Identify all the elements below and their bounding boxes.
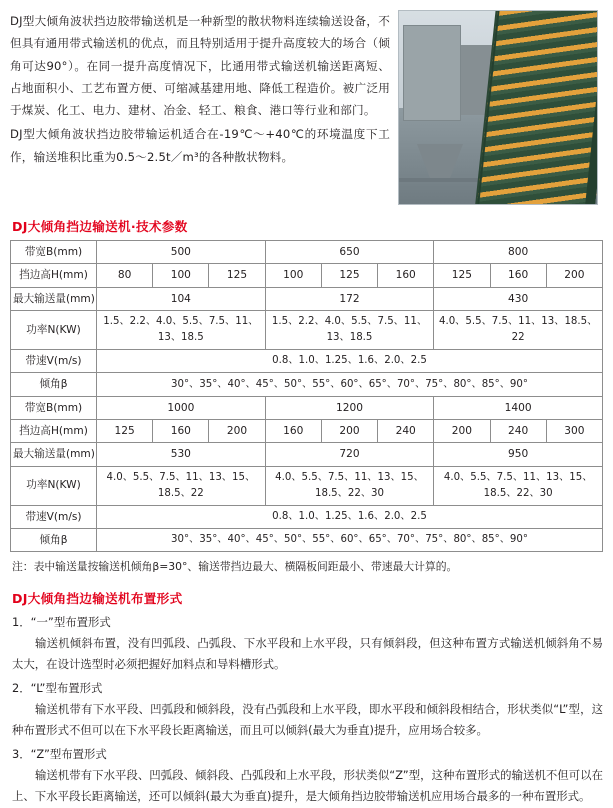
table-cell: 4.0、5.5、7.5、11、13、15、18.5、22、30 [434, 466, 603, 505]
table-cell: 800 [434, 241, 603, 264]
table-cell: 4.0、5.5、7.5、11、13、18.5、22 [434, 311, 603, 350]
row-header: 倾角β [11, 373, 97, 396]
table-row [11, 505, 603, 528]
table-cell: 430 [434, 287, 603, 310]
table-cell: 200 [321, 420, 377, 443]
spec-section-title: DJ大倾角挡边输送机·技术参数 [12, 219, 188, 234]
table-cell: 104 [97, 287, 266, 310]
layout-item-body: 输送机带有下水平段、凹弧段和倾斜段，没有凸弧段和上水平段，即水平段和倾斜段相结合，形状类似“L”型，这种布置形式不但可以在下水平段长距离输送，而且可以倾斜(最大为垂直)提升，应用场合较多。 [12, 702, 603, 738]
list-item [12, 612, 603, 675]
table-cell: 200 [546, 264, 602, 287]
table-cell: 1.5、2.2、4.0、5.5、7.5、11、13、18.5 [265, 311, 434, 350]
intro-block [10, 10, 603, 205]
table-cell: 530 [97, 443, 266, 466]
table-cell: 200 [434, 420, 490, 443]
table-row [11, 443, 603, 466]
table-cell: 172 [265, 287, 434, 310]
table-cell: 4.0、5.5、7.5、11、13、15、18.5、22 [97, 466, 266, 505]
photo-building [403, 25, 461, 121]
table-cell: 1400 [434, 396, 603, 419]
table-cell: 200 [209, 420, 265, 443]
table-cell: 1000 [97, 396, 266, 419]
row-header: 倾角β [11, 528, 97, 551]
table-cell: 125 [209, 264, 265, 287]
layout-item-title: 3．“Z”型布置形式 [12, 747, 107, 762]
intro-text [10, 10, 390, 168]
table-row [11, 287, 603, 310]
row-header: 功率N(KW) [11, 311, 97, 350]
table-row [11, 311, 603, 350]
table-row [11, 241, 603, 264]
table-row [11, 528, 603, 551]
spec-note: 注：表中输送量按输送机倾角β=30°、输送带挡边最大、横隔板间距最小、带速最大计算的。 [12, 560, 458, 574]
row-header: 带速V(m/s) [11, 349, 97, 372]
row-header: 带宽B(mm) [11, 396, 97, 419]
row-header: 最大输送量(mm) [11, 443, 97, 466]
table-cell: 80 [97, 264, 153, 287]
table-row [11, 466, 603, 505]
table-cell: 650 [265, 241, 434, 264]
layout-item-title: 2．“L”型布置形式 [12, 680, 103, 695]
table-cell: 30°、35°、40°、45°、50°、55°、60°、65°、70°、75°、80°、85°、90° [97, 373, 603, 396]
table-cell: 300 [546, 420, 602, 443]
table-cell: 500 [97, 241, 266, 264]
spec-table [10, 240, 603, 552]
table-row [11, 349, 603, 372]
layout-item-body: 输送机倾斜布置，没有凹弧段、凸弧段、下水平段和上水平段，只有倾斜段，但这种布置方式输送机倾斜角不易太大，在设计选型时必须把握好加料点和导料槽形式。 [12, 635, 603, 671]
table-cell: 100 [153, 264, 209, 287]
row-header: 挡边高H(mm) [11, 264, 97, 287]
table-cell: 4.0、5.5、7.5、11、13、15、18.5、22、30 [265, 466, 434, 505]
table-cell: 125 [434, 264, 490, 287]
list-item [12, 678, 603, 741]
photo-conveyor-belt [476, 10, 598, 205]
table-cell: 950 [434, 443, 603, 466]
intro-paragraph-1: DJ型大倾角波状挡边胶带输送机是一种新型的散状物料连续输送设备，不但具有通用带式输送机的优点，而且特别适用于提升高度较大的场合（倾角可达90°）。在同一提升高度情况下，比通用带式输送机输送距离短、占地面积小、工艺布置方便、可缩减基建用地、降低工程造价。被广泛用于煤炭、化工、电力、建材、冶金、轻工、粮食、港口等行业和部门。 [10, 14, 390, 117]
intro-paragraph-2: DJ型大倾角波状挡边胶带输运机适合在-19℃～+40℃的环境温度下工作，输送堆积比重为0.5～2.5t／m³的各种散状物料。 [10, 127, 390, 164]
table-cell: 160 [265, 420, 321, 443]
table-cell: 1200 [265, 396, 434, 419]
table-row [11, 373, 603, 396]
list-item [12, 744, 603, 807]
product-photo [398, 10, 598, 205]
layout-item-title: 1．“一”型布置形式 [12, 614, 111, 629]
table-cell: 100 [265, 264, 321, 287]
table-cell: 125 [97, 420, 153, 443]
layout-item-body: 输送机带有下水平段、凹弧段、倾斜段、凸弧段和上水平段，形状类似“Z”型，这种布置形式的输送机不但可以在上、下水平段长距离输送，还可以倾斜(最大为垂直)提升，是大倾角挡边胶带输送机应用场合最多的一种布置形式。 [12, 768, 603, 804]
table-cell: 720 [265, 443, 434, 466]
table-cell: 0.8、1.0、1.25、1.6、2.0、2.5 [97, 349, 603, 372]
row-header: 带速V(m/s) [11, 505, 97, 528]
row-header: 挡边高H(mm) [11, 420, 97, 443]
layout-forms-list [12, 612, 603, 808]
table-cell: 30°、35°、40°、45°、50°、55°、60°、65°、70°、75°、80°、85°、90° [97, 528, 603, 551]
table-cell: 160 [378, 264, 434, 287]
spec-table-body [11, 241, 603, 552]
row-header: 功率N(KW) [11, 466, 97, 505]
layout-section-title: DJ大倾角挡边输送机布置形式 [12, 590, 183, 606]
table-cell: 1.5、2.2、4.0、5.5、7.5、11、13、18.5 [97, 311, 266, 350]
table-cell: 240 [378, 420, 434, 443]
table-row [11, 264, 603, 287]
table-row [11, 420, 603, 443]
table-cell: 0.8、1.0、1.25、1.6、2.0、2.5 [97, 505, 603, 528]
table-cell: 160 [490, 264, 546, 287]
table-cell: 240 [490, 420, 546, 443]
row-header: 最大输送量(mm) [11, 287, 97, 310]
table-row [11, 396, 603, 419]
row-header: 带宽B(mm) [11, 241, 97, 264]
table-cell: 160 [153, 420, 209, 443]
table-cell: 125 [321, 264, 377, 287]
